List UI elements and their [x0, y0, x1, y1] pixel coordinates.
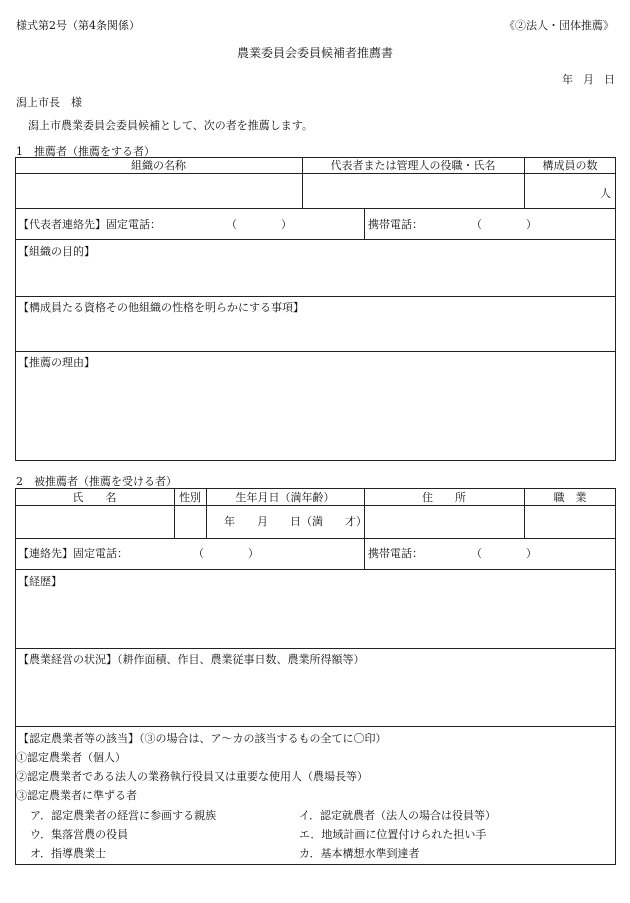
divider — [364, 208, 365, 239]
reason-field[interactable] — [18, 372, 613, 458]
nominee-mobile-label: 携帯電話： — [368, 547, 423, 560]
date-day: 日 — [604, 73, 615, 86]
sub-option-u[interactable]: ウ．集落営農の役員 — [30, 828, 129, 841]
col-org-name: 組織の名称 — [131, 159, 186, 172]
nominee-occupation-field[interactable] — [527, 508, 613, 536]
representative-field[interactable] — [305, 176, 522, 206]
nominee-sex-field[interactable] — [177, 508, 203, 536]
section1-heading: 1 推薦者（推薦をする者） — [16, 145, 155, 158]
sub-option-o[interactable]: オ．指導農業士 — [30, 847, 107, 860]
sub-option-e[interactable]: エ．地域計画に位置付けられた担い手 — [299, 828, 487, 841]
option-3[interactable]: ③認定農業者に準ずる者 — [16, 789, 137, 802]
col-representative: 代表者または管理人の役職・氏名 — [330, 159, 496, 172]
divider — [15, 351, 616, 352]
divider — [15, 726, 616, 727]
nominee-contact-label: 【連絡先】固定電話： — [18, 547, 128, 560]
addressee: 潟上市長 様 — [16, 96, 82, 109]
qualification-label: 【構成員たる資格その他組織の性格を明らかにする事項】 — [18, 301, 304, 314]
rep-mobile-field[interactable]: （ ） — [471, 218, 537, 231]
divider — [15, 648, 616, 649]
form-type: 《②法人・団体推薦》 — [504, 19, 614, 32]
col-occupation: 職 業 — [553, 491, 587, 504]
col-sex: 性別 — [179, 491, 201, 504]
divider — [15, 173, 616, 174]
members-unit: 人 — [600, 187, 611, 200]
form-number: 様式第2号（第4条関係） — [16, 19, 140, 32]
nominee-name-field[interactable] — [18, 508, 171, 536]
org-purpose-field[interactable] — [18, 260, 613, 294]
option-2[interactable]: ②認定農業者である法人の業務執行役員又は重要な使用人（農場長等） — [16, 770, 368, 783]
divider — [15, 208, 616, 209]
section2-heading: 2 被推薦者（推薦を受ける者） — [16, 475, 177, 488]
career-field[interactable] — [18, 590, 613, 646]
nominee-address-field[interactable] — [367, 508, 521, 536]
date-year: 年 — [562, 73, 573, 86]
col-address: 住 所 — [422, 491, 466, 504]
nominee-birthdate-field[interactable]: 年 月 日（満 才） — [224, 515, 367, 528]
col-birthdate: 生年月日（満年齢） — [235, 491, 335, 504]
farming-status-field[interactable] — [18, 668, 613, 724]
rep-mobile-label: 携帯電話： — [368, 218, 423, 231]
col-name: 氏 名 — [72, 491, 117, 504]
sub-option-i[interactable]: イ．認定就農者（法人の場合は役員等） — [299, 809, 497, 822]
certified-farmer-label: 【認定農業者等の該当】（③の場合は、ア〜カの該当するもの全てに〇印） — [18, 732, 387, 745]
divider — [15, 505, 616, 506]
date-month: 月 — [583, 73, 594, 86]
rep-phone-field[interactable]: （ ） — [226, 218, 292, 231]
reason-label: 【推薦の理由】 — [18, 356, 95, 369]
divider — [15, 538, 616, 539]
org-purpose-label: 【組織の目的】 — [18, 245, 95, 258]
rep-contact-label: 【代表者連絡先】固定電話： — [18, 218, 161, 231]
page-title: 農業委員会委員候補者推薦書 — [236, 46, 393, 60]
col-members: 構成員の数 — [542, 159, 598, 172]
members-count-field[interactable] — [527, 176, 597, 206]
divider — [15, 296, 616, 297]
org-name-field[interactable] — [18, 176, 300, 206]
intro-text: 潟上市農業委員会委員候補として、次の者を推薦します。 — [28, 119, 313, 132]
divider — [15, 569, 616, 570]
sub-option-a[interactable]: ア．認定農業者の経営に参画する親族 — [30, 809, 217, 822]
nominee-mobile-field[interactable]: （ ） — [471, 547, 537, 560]
divider — [15, 239, 616, 240]
option-1[interactable]: ①認定農業者（個人） — [16, 751, 126, 764]
sub-option-ka[interactable]: カ．基本構想水準到達者 — [299, 847, 420, 860]
career-label: 【経歴】 — [18, 575, 62, 588]
nominee-phone-field[interactable]: （ ） — [193, 547, 259, 560]
qualification-field[interactable] — [18, 316, 613, 349]
farming-status-label: 【農業経営の状況】（耕作面積、作目、農業従事日数、農業所得額等） — [18, 653, 365, 666]
